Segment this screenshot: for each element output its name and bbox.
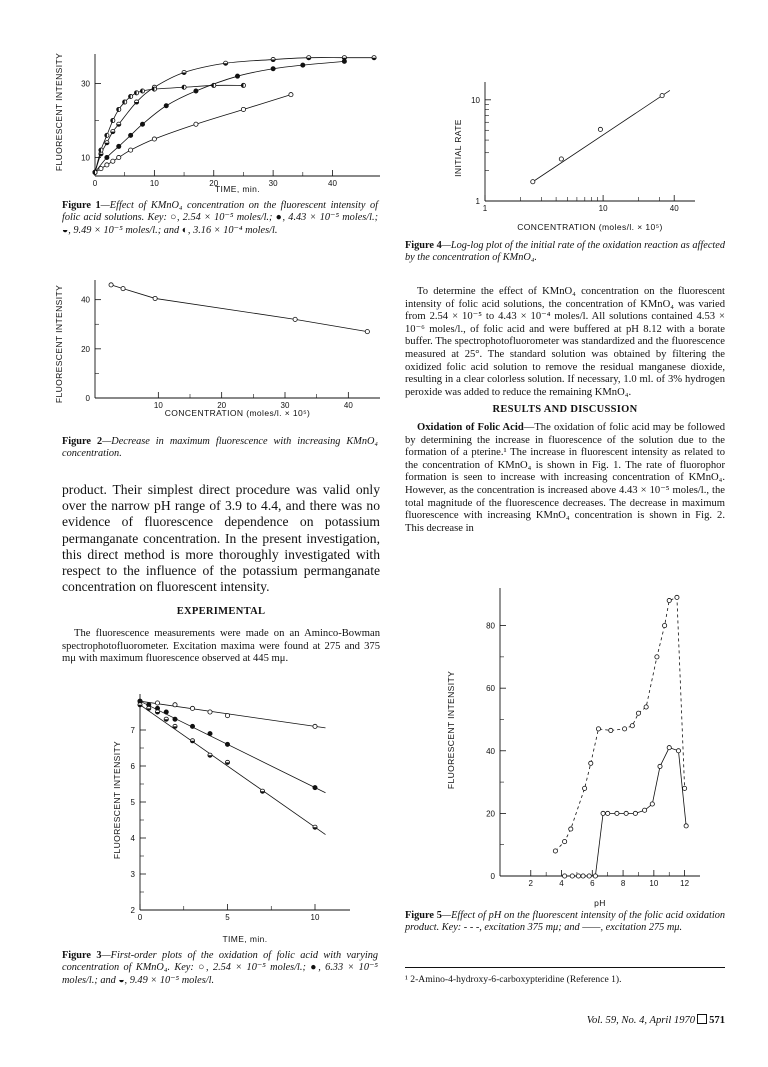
data-point bbox=[190, 724, 194, 728]
data-point bbox=[208, 710, 212, 714]
data-point bbox=[569, 827, 573, 831]
figure-4 bbox=[445, 46, 715, 236]
data-point bbox=[123, 100, 127, 104]
figure-5 bbox=[440, 580, 730, 910]
results-paragraph bbox=[405, 422, 725, 535]
data-point bbox=[134, 91, 138, 95]
x-axis-label: pH bbox=[594, 898, 606, 908]
data-point bbox=[164, 717, 168, 721]
data-point bbox=[531, 180, 535, 184]
data-point bbox=[235, 74, 239, 78]
series-line-1 bbox=[555, 597, 684, 851]
data-point bbox=[155, 710, 159, 714]
data-point bbox=[563, 874, 567, 878]
y-tick-label: 60 bbox=[486, 684, 495, 694]
y-tick-label: 80 bbox=[486, 621, 495, 631]
data-point bbox=[313, 724, 317, 728]
data-point bbox=[667, 746, 671, 750]
experimental-text bbox=[62, 628, 380, 666]
data-point bbox=[111, 159, 115, 163]
data-point bbox=[224, 61, 228, 65]
data-point bbox=[147, 706, 151, 710]
figure-3-caption-text: —First-order plots of the oxidation of folic acid with varying concentration of KMnO₄. Key: ○, 2.54 × 10⁻⁵ moles/l.; ●, 6.33 × 10⁻⁵ moles/l.; and ◒, 9.49 × 10⁻⁵ moles/l. bbox=[62, 950, 378, 986]
x-tick-label: 4 bbox=[559, 879, 564, 888]
data-point bbox=[624, 811, 628, 815]
x-tick-label: 20 bbox=[217, 401, 227, 410]
y-axis-label: FLUORESCENT INTENSITY bbox=[112, 740, 122, 860]
data-point bbox=[129, 133, 133, 137]
y-tick-label: 1 bbox=[475, 197, 480, 206]
x-axis-label: TIME, min. bbox=[214, 184, 261, 194]
y-tick-label: 40 bbox=[486, 746, 495, 756]
x-tick-label: 10 bbox=[310, 913, 320, 922]
data-point bbox=[615, 811, 619, 815]
figure-4-caption bbox=[405, 240, 725, 265]
data-point bbox=[598, 127, 602, 131]
data-point bbox=[111, 130, 115, 134]
right-paragraph bbox=[405, 286, 725, 399]
x-tick-label: 20 bbox=[209, 179, 219, 188]
footnote-rule bbox=[405, 967, 725, 968]
data-point bbox=[271, 67, 275, 71]
figure-5-chart bbox=[440, 580, 730, 910]
left-paragraph: product. Their simplest direct procedure was valid only over the narrow pH range of 3.9 to 4.4, and there was no evidence of fluorescence dependence on potassium permanganate concentration. In the present investigation, this direct method is more thoroughly investigated with respect to the influence of the potassium permanganate concentration on fluorescent intensity. bbox=[62, 482, 380, 595]
data-point bbox=[173, 717, 177, 721]
x-tick-label: 40 bbox=[328, 179, 337, 188]
data-point bbox=[194, 122, 198, 126]
data-point bbox=[134, 100, 138, 104]
data-point bbox=[589, 761, 593, 765]
data-point bbox=[643, 808, 647, 812]
experimental-paragraph: The fluorescence measurements were made on an Aminco-Bowman spectrophotofluorometer. Excitation maxima were found at 275 and 375 mμ with maximum fluorescence observed at 445 mμ. bbox=[62, 628, 380, 665]
y-tick-label: 4 bbox=[130, 834, 135, 843]
figure-1-label: Figure 1 bbox=[62, 200, 101, 211]
x-tick-label: 40 bbox=[669, 204, 679, 213]
x-tick-label: 10 bbox=[149, 179, 159, 188]
x-tick-label: 10 bbox=[649, 879, 659, 888]
data-point bbox=[117, 155, 121, 159]
x-tick-label: 1 bbox=[482, 204, 488, 213]
x-tick-label: 0 bbox=[92, 179, 98, 188]
data-point bbox=[152, 137, 156, 141]
y-tick-label: 5 bbox=[130, 798, 135, 807]
data-point bbox=[182, 70, 186, 74]
y-axis-label: INITIAL RATE bbox=[453, 119, 463, 177]
data-point bbox=[155, 701, 159, 705]
x-tick-label: 30 bbox=[268, 179, 278, 188]
figure-3-caption bbox=[62, 950, 378, 987]
results-paragraph-text: —The oxidation of folic acid may be followed by determining the increase in fluorescence of the solution due to the formation of a pterine.¹ The increase in fluorescent intensity as related to the concentration of KMnO₄ is shown in Fig. 1. The rate of fluorophor formation is seen to increase with increasing concentration of KMnO₄. However, as the concentration is increased above 4.43 × 10⁻⁵ moles/l., the total magnitude of the fluorescence decreases. The decrease in maximum fluorescence with increasing KMnO₄ concentration is shown in Fig. 2. This decrease in bbox=[405, 422, 725, 534]
data-point bbox=[117, 107, 121, 111]
y-tick-label: 20 bbox=[486, 809, 495, 819]
data-point bbox=[111, 118, 115, 122]
data-point bbox=[553, 849, 557, 853]
series-line-1 bbox=[533, 90, 670, 181]
data-point bbox=[190, 739, 194, 743]
x-tick-label: 8 bbox=[620, 879, 626, 888]
data-point bbox=[152, 87, 156, 91]
data-point bbox=[676, 749, 680, 753]
data-point bbox=[121, 287, 125, 291]
data-point bbox=[587, 874, 591, 878]
data-point bbox=[630, 724, 634, 728]
data-point bbox=[307, 56, 311, 60]
right-paragraph-text: To determine the effect of KMnO₄ concentration on the fluorescent intensity of folic acid solutions, the concentration of KMnO₄ was varied from 2.54 × 10⁻⁵ to 4.43 × 10⁻⁴ moles/l. All solutions contained 4.53 × 10⁻⁶ moles/l., of folic acid and were buffered at pH 8.12 with a borate buffer. The spectrophotofluorometer was standardized and the fluorescence measured at 25°. The standard solution was obtained by filtering the oxidized folic acid solution to remove the residual manganese dioxide, resulting in a clear colorless solution. If necessary, 1.0 ml. of 3% hydrogen peroxide was added to reduce the remaining KMnO₄. bbox=[405, 286, 725, 398]
y-tick-label: 10 bbox=[81, 153, 90, 163]
data-point bbox=[301, 63, 305, 67]
figure-1-caption bbox=[62, 200, 378, 237]
data-point bbox=[293, 317, 297, 321]
x-tick-label: 2 bbox=[528, 879, 533, 888]
page-box-icon bbox=[697, 1014, 707, 1024]
data-point bbox=[658, 764, 662, 768]
figure-2 bbox=[50, 270, 390, 420]
data-point bbox=[93, 170, 97, 174]
data-point bbox=[225, 742, 229, 746]
figure-3-chart bbox=[50, 680, 380, 950]
x-tick-label: 10 bbox=[153, 401, 163, 410]
x-tick-label: 10 bbox=[598, 204, 608, 213]
series-line-1 bbox=[95, 95, 291, 173]
figure-4-label: Figure 4 bbox=[405, 240, 442, 251]
data-point bbox=[684, 824, 688, 828]
data-point bbox=[99, 148, 103, 152]
y-tick-label: 0 bbox=[490, 872, 495, 881]
y-tick-label: 10 bbox=[471, 95, 480, 105]
footnote: ¹ 2-Amino-4-hydroxy-6-carboxypteridine (Reference 1). bbox=[405, 974, 622, 985]
figure-2-label: Figure 2 bbox=[62, 436, 103, 447]
data-point bbox=[559, 157, 563, 161]
figure-1-caption-text: —Effect of KMnO₄ concentration on the fluorescent intensity of folic acid solutions. Key: ○, 2.54 × 10⁻⁵ moles/l.; ●, 4.43 × 10⁻⁵ moles/l.; ◒, 9.49 × 10⁻⁵ moles/l.; and ◐, 3.16 × 10⁻⁴ moles/l. bbox=[62, 200, 378, 236]
data-point bbox=[208, 753, 212, 757]
data-point bbox=[636, 711, 640, 715]
data-point bbox=[153, 296, 157, 300]
data-point bbox=[644, 705, 648, 709]
results-subhead: Oxidation of Folic Acid bbox=[417, 422, 524, 433]
page-number: 571 bbox=[709, 1015, 725, 1026]
data-point bbox=[596, 727, 600, 731]
figure-5-caption-text: —Effect of pH on the fluorescent intensity of the folic acid oxidation product. Key: - - -, excitation 375 mμ; and ——, excitation 275 mμ. bbox=[405, 910, 725, 934]
data-point bbox=[313, 786, 317, 790]
x-axis-label: TIME, min. bbox=[222, 934, 268, 944]
x-tick-label: 40 bbox=[343, 401, 353, 410]
data-point bbox=[190, 706, 194, 710]
data-point bbox=[173, 724, 177, 728]
figure-2-caption-text: —Decrease in maximum fluorescence with increasing KMnO₄ concentration. bbox=[62, 436, 378, 460]
data-point bbox=[105, 155, 109, 159]
data-point bbox=[655, 655, 659, 659]
x-tick-label: 5 bbox=[225, 913, 230, 922]
figure-2-caption bbox=[62, 436, 378, 461]
figure-4-caption-text: —Log-log plot of the initial rate of the oxidation reaction as affected by the concentration of KMnO₄. bbox=[405, 240, 726, 264]
series-line-3 bbox=[95, 58, 374, 173]
figure-4-chart bbox=[445, 46, 715, 236]
data-point bbox=[583, 786, 587, 790]
series-line-1 bbox=[111, 285, 367, 332]
data-point bbox=[241, 83, 245, 87]
data-point bbox=[129, 94, 133, 98]
data-point bbox=[260, 789, 264, 793]
data-point bbox=[117, 122, 121, 126]
data-point bbox=[289, 93, 293, 97]
data-point bbox=[576, 874, 580, 878]
data-point bbox=[105, 163, 109, 167]
figure-1-chart bbox=[50, 46, 390, 196]
data-point bbox=[581, 874, 585, 878]
y-tick-label: 30 bbox=[81, 79, 90, 89]
data-point bbox=[241, 107, 245, 111]
data-point bbox=[601, 811, 605, 815]
results-heading: RESULTS AND DISCUSSION bbox=[492, 404, 638, 415]
data-point bbox=[225, 760, 229, 764]
data-point bbox=[650, 802, 654, 806]
x-tick-label: 12 bbox=[680, 879, 690, 888]
data-point bbox=[182, 85, 186, 89]
data-point bbox=[138, 703, 142, 707]
y-tick-label: 3 bbox=[130, 870, 135, 879]
x-tick-label: 0 bbox=[137, 913, 143, 922]
data-point bbox=[208, 732, 212, 736]
data-point bbox=[194, 89, 198, 93]
data-point bbox=[683, 786, 687, 790]
data-point bbox=[570, 874, 574, 878]
data-point bbox=[660, 94, 664, 98]
x-tick-label: 6 bbox=[590, 879, 595, 888]
data-point bbox=[372, 56, 376, 60]
data-point bbox=[105, 133, 109, 137]
x-axis-label: CONCENTRATION (moles/l. × 10⁵) bbox=[517, 222, 663, 232]
data-point bbox=[117, 144, 121, 148]
data-point bbox=[140, 89, 144, 93]
y-tick-label: 2 bbox=[130, 906, 135, 915]
data-point bbox=[675, 595, 679, 599]
data-point bbox=[140, 122, 144, 126]
data-point bbox=[105, 141, 109, 145]
figure-2-chart bbox=[50, 270, 390, 420]
y-axis-label: FLUORESCENT INTENSITY bbox=[54, 284, 64, 404]
y-tick-label: 40 bbox=[81, 295, 90, 305]
data-point bbox=[164, 104, 168, 108]
data-point bbox=[109, 283, 113, 287]
data-point bbox=[606, 811, 610, 815]
page-footer bbox=[520, 1014, 725, 1026]
data-point bbox=[633, 811, 637, 815]
data-point bbox=[609, 728, 613, 732]
journal-reference: Vol. 59, No. 4, April 1970 bbox=[586, 1015, 696, 1026]
figure-5-label: Figure 5 bbox=[405, 910, 442, 921]
results-text bbox=[405, 422, 725, 535]
figure-3-label: Figure 3 bbox=[62, 950, 102, 961]
y-tick-label: 0 bbox=[85, 394, 90, 403]
y-axis-label: FLUORESCENT INTENSITY bbox=[54, 52, 64, 172]
data-point bbox=[623, 727, 627, 731]
x-axis-label: CONCENTRATION (moles/l. × 10⁵) bbox=[164, 408, 311, 418]
y-tick-label: 20 bbox=[81, 344, 90, 354]
figure-1 bbox=[50, 46, 390, 196]
data-point bbox=[129, 148, 133, 152]
y-tick-label: 7 bbox=[130, 726, 135, 735]
data-point bbox=[342, 56, 346, 60]
data-point bbox=[164, 710, 168, 714]
data-point bbox=[313, 825, 317, 829]
data-point bbox=[563, 839, 567, 843]
data-point bbox=[663, 623, 667, 627]
data-point bbox=[593, 874, 597, 878]
data-point bbox=[212, 83, 216, 87]
data-point bbox=[271, 57, 275, 61]
y-axis-label: FLUORESCENT INTENSITY bbox=[446, 670, 456, 790]
y-tick-label: 6 bbox=[130, 762, 135, 771]
figure-3 bbox=[50, 680, 380, 950]
x-tick-label: 30 bbox=[280, 401, 290, 410]
data-point bbox=[173, 703, 177, 707]
data-point bbox=[365, 330, 369, 334]
data-point bbox=[667, 598, 671, 602]
data-point bbox=[225, 714, 229, 718]
experimental-heading: EXPERIMENTAL bbox=[176, 606, 266, 617]
figure-5-caption bbox=[405, 910, 725, 935]
